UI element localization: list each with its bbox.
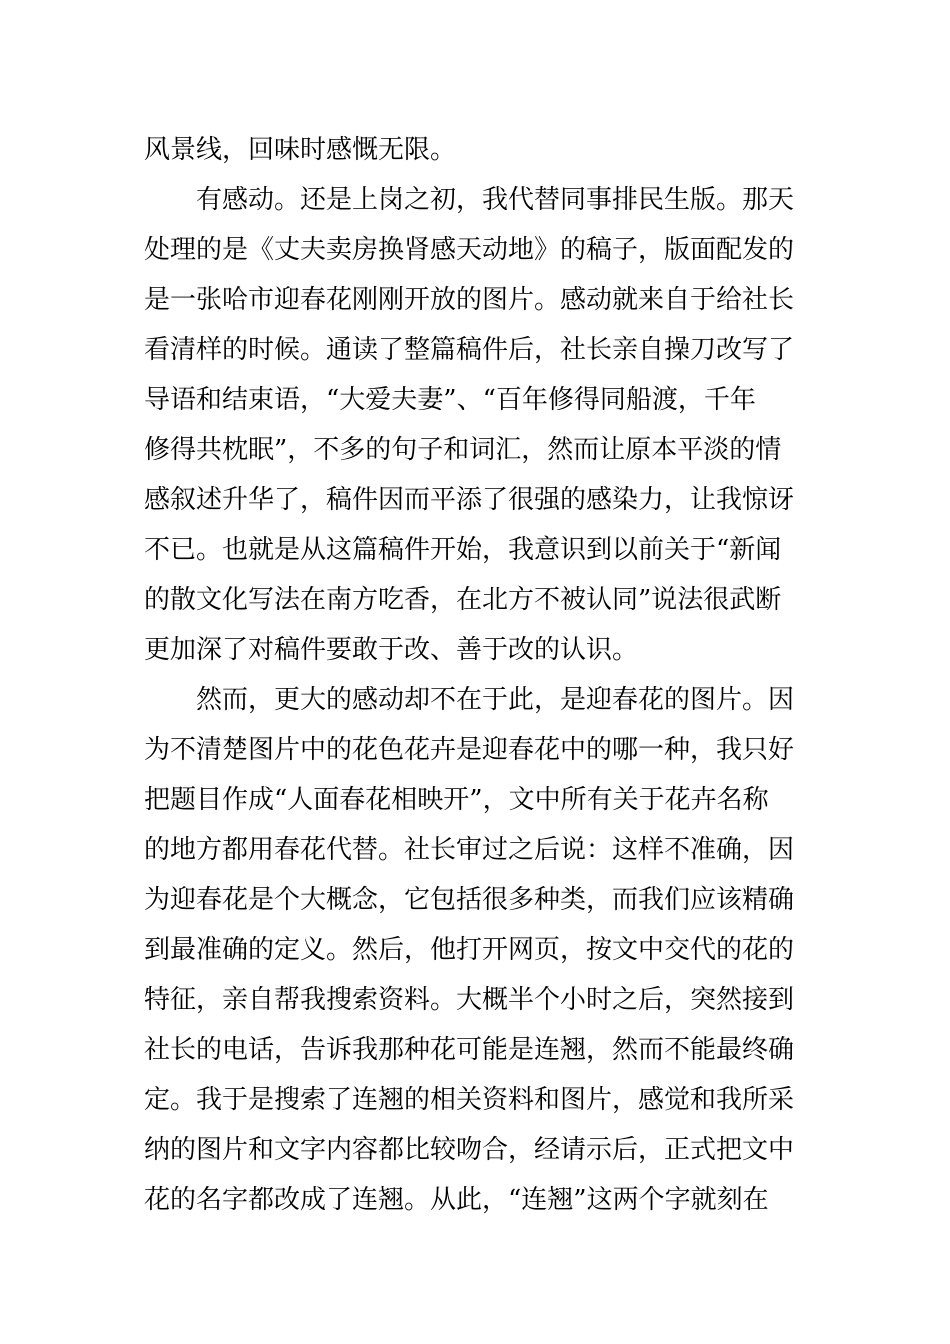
text-line: 风景线，回味时感慨无限。	[144, 135, 457, 165]
paragraph-first-line: 然而，更大的感动却不在于此，是迎春花的图片。因	[196, 685, 795, 715]
text-line: 处理的是《丈夫卖房换肾感天动地》的稿子，版面配发的	[144, 235, 795, 265]
text-line: 把题目作成“人面春花相映开”，文中所有关于花卉名称	[144, 785, 769, 815]
text-line: 是一张哈市迎春花刚刚开放的图片。感动就来自于给社长	[144, 285, 795, 315]
text-line: 看清样的时候。通读了整篇稿件后，社长亲自操刀改写了	[144, 335, 795, 365]
text-line: 到最准确的定义。然后，他打开网页，按文中交代的花的	[144, 935, 795, 965]
text-line: 导语和结束语，“大爱夫妻”、“百年修得同船渡，千年	[144, 385, 756, 415]
text-line: 花的名字都改成了连翘。从此，“连翘”这两个字就刻在	[144, 1185, 769, 1215]
text-line: 的地方都用春花代替。社长审过之后说：这样不准确，因	[144, 835, 795, 865]
text-line: 更加深了对稿件要敢于改、善于改的认识。	[144, 635, 639, 665]
text-line: 为迎春花是个大概念，它包括很多种类，而我们应该精确	[144, 885, 795, 915]
text-line: 特征，亲自帮我搜索资料。大概半个小时之后，突然接到	[144, 985, 795, 1015]
paragraph-first-line: 有感动。还是上岗之初，我代替同事排民生版。那天	[196, 185, 795, 215]
text-line: 定。我于是搜索了连翘的相关资料和图片，感觉和我所采	[144, 1085, 795, 1115]
text-line: 修得共枕眠”，不多的句子和词汇，然而让原本平淡的情	[144, 435, 782, 465]
text-line: 感叙述升华了，稿件因而平添了很强的感染力，让我惊讶	[144, 485, 795, 515]
text-line: 纳的图片和文字内容都比较吻合，经请示后，正式把文中	[144, 1135, 795, 1165]
text-line: 的散文化写法在南方吃香，在北方不被认同”说法很武断	[144, 585, 782, 615]
text-line: 不已。也就是从这篇稿件开始，我意识到以前关于“新闻	[144, 535, 782, 565]
text-line: 社长的电话，告诉我那种花可能是连翘，然而不能最终确	[144, 1035, 795, 1065]
text-line: 为不清楚图片中的花色花卉是迎春花中的哪一种，我只好	[144, 735, 795, 765]
